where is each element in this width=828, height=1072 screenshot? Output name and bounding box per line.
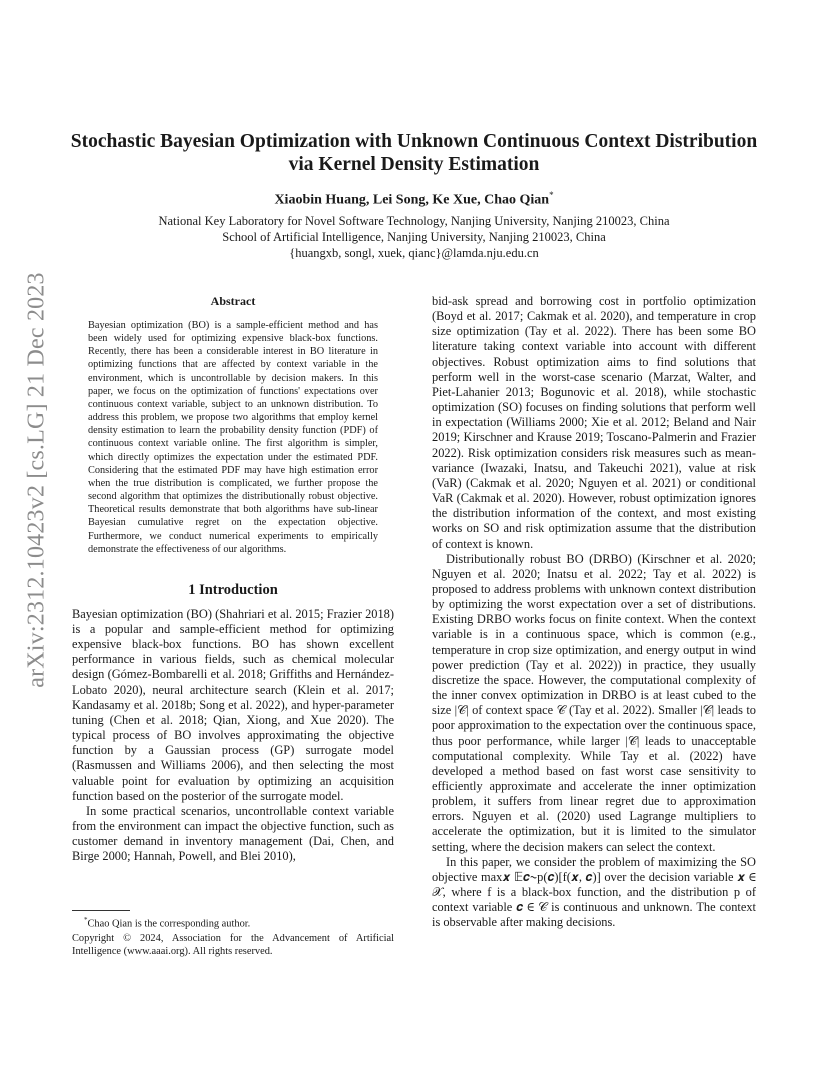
affiliation-1: National Key Laboratory for Novel Software Technology, Nanjing University, Nanjing 210023, China <box>158 214 670 228</box>
footnote-divider <box>72 910 130 911</box>
right-column <box>432 294 756 931</box>
right-paragraph-2: Distributionally robust BO (DRBO) (Kirschner et al. 2020; Nguyen et al. 2020; Inatsu et al. 2022; Tay et al. 2022) is proposed to address problems with unknown context distribution by optimizing the worst expectation over a set of distributions. Existing DRBO works focus on finite context. When the context variable is in a continuous space, which is common (e.g., temperature in crop size optimization, and energy output in wind power prediction (Tay et al. 2022)) in practice, they usually discretize the space. However, the computational complexity of the inner convex optimization in DRBO is at least cubed to the size |𝒞| of context space 𝒞 (Tay et al. 2022). Smaller |𝒞| leads to poor approximation to the expectation over the continuous space, thus poor performance, while larger |𝒞| leads to unacceptable computational complexity. While Tay et al. (2022) have developed a method based on fast worst case sensitivity to efficiently approximate and accelerate the inner optimization problem, it suffers from linear regret due to approximation errors. Nguyen et al. (2020) used Lagrange multipliers to accelerate the optimization, but it is limited to the simulator setting, where the decision makers can select the context. <box>432 551 756 854</box>
intro-paragraph-2: In some practical scenarios, uncontrollable context variable from the environment can impact the objective function, such as customer demand in inventory management (Dai, Chen, and Birge 2000; Hannah, Powell, and Blei 2010), <box>72 803 394 864</box>
footnote-block <box>72 914 394 958</box>
author-list <box>70 190 758 209</box>
abstract-text: Bayesian optimization (BO) is a sample-efficient method and has been widely used for optimizing expensive black-box functions. Recently, there has been a considerable interest in BO literature in optimizing functions that are affected by context variable in the environment, which is uncontrollable by decision makers. In this paper, we focus on the optimization of functions' expectations over continuous context variable, subject to an unknown distribution. To address this problem, we propose two algorithms that employ kernel density estimation to learn the probability density function (PDF) of continuous context variable online. The first algorithm is simpler, which directly optimizes the expectation under the estimated PDF. Considering that the estimated PDF may have high estimation error when the true distribution is complicated, we further propose the second algorithm that optimizes the distributionally robust objective. Theoretical results demonstrate that both algorithms have sub-linear Bayesian cumulative regret on the expectation objective. Furthermore, we conduct numerical experiments to empirically demonstrate the effectiveness of our algorithms. <box>88 320 378 555</box>
footnote-text: Chao Qian is the corresponding author. <box>87 918 251 930</box>
footnote-mark: * <box>84 916 88 924</box>
footnote-corresponding-author <box>72 914 394 930</box>
abstract-heading: Abstract <box>210 294 256 308</box>
arxiv-id-text: arXiv:2312.10423v2 [cs.LG] 21 Dec 2023 <box>23 272 50 688</box>
affiliations <box>70 213 758 261</box>
paper-title <box>70 130 758 176</box>
intro-paragraph-1: Bayesian optimization (BO) (Shahriari et al. 2015; Frazier 2018) is a popular and sample-efficient method for optimizing expensive black-box functions. BO has shown excellent performance in various fields, such as chemical molecular design (Gómez-Bombarelli et al. 2018; Griffiths and Hernández-Lobato 2020), neural architecture search (Klein et al. 2017; Kandasamy et al. 2018b; Song et al. 2022), and hyper-parameter tuning (Chen et al. 2018; Qian, Xiong, and Xue 2020). The typical process of BO involves approximating the objective function by a Gaussian process (GP) surrogate model (Rasmussen and Williams 2006), and then selecting the most valuable point for evaluation by optimizing an acquisition function based on the posterior of the surrogate model. <box>72 606 394 803</box>
right-paragraph-1: bid-ask spread and borrowing cost in portfolio optimization (Boyd et al. 2017; Cakmak et al. 2020), and temperature in crop size optimization (Tay et al. 2022). There has been some BO literature taking context variable into account with different objectives. Robust optimization aims to find solutions that perform well in the worst-case scenario (Marzat, Walter, and Piet-Lahanier 2013; Bogunovic et al. 2018), while stochastic optimization (SO) focuses on finding solutions that perform well in expectation (Williams 2000; Xie et al. 2012; Beland and Nair 2019; Kirschner and Krause 2019; Toscano-Palmerin and Frazier 2022). Risk optimization considers risk measures such as mean-variance (Iwazaki, Inatsu, and Takeuchi 2021), value at risk (VaR) (Cakmak et al. 2020; Nguyen et al. 2021) or conditional VaR (Cakmak et al. 2020). However, robust optimization ignores the distribution information of the context, and most existing works on SO and risk optimization assume that the distribution of context is known. <box>432 294 756 551</box>
corresponding-author-mark: * <box>549 190 554 200</box>
right-paragraph-3: In this paper, we consider the problem of maximizing the SO objective max𝒙 𝔼𝒄∼p(𝒄)[f(𝒙, 𝒄)] over the decision variable 𝒙 ∈ 𝒳, where f is a black-box function, and the distribution p of context variable 𝒄 ∈ 𝒞 is continuous and unknown. The context is observable after making decisions. <box>432 854 756 930</box>
title-line-2: via Kernel Density Estimation <box>288 154 540 175</box>
author-emails: {huangxb, songl, xuek, qianc}@lamda.nju.edu.cn <box>289 246 539 260</box>
title-line-1: Stochastic Bayesian Optimization with Unknown Continuous Context Distribution <box>70 131 758 152</box>
copyright-notice: Copyright © 2024, Association for the Advancement of Artificial Intelligence (www.aaai.org). All rights reserved. <box>72 933 394 958</box>
section-heading-introduction: 1 Introduction <box>188 581 278 598</box>
arxiv-identifier <box>22 272 52 688</box>
authors-text: Xiaobin Huang, Lei Song, Ke Xue, Chao Qian <box>274 192 550 208</box>
left-column <box>72 294 394 864</box>
affiliation-2: School of Artificial Intelligence, Nanjing University, Nanjing 210023, China <box>222 230 606 244</box>
